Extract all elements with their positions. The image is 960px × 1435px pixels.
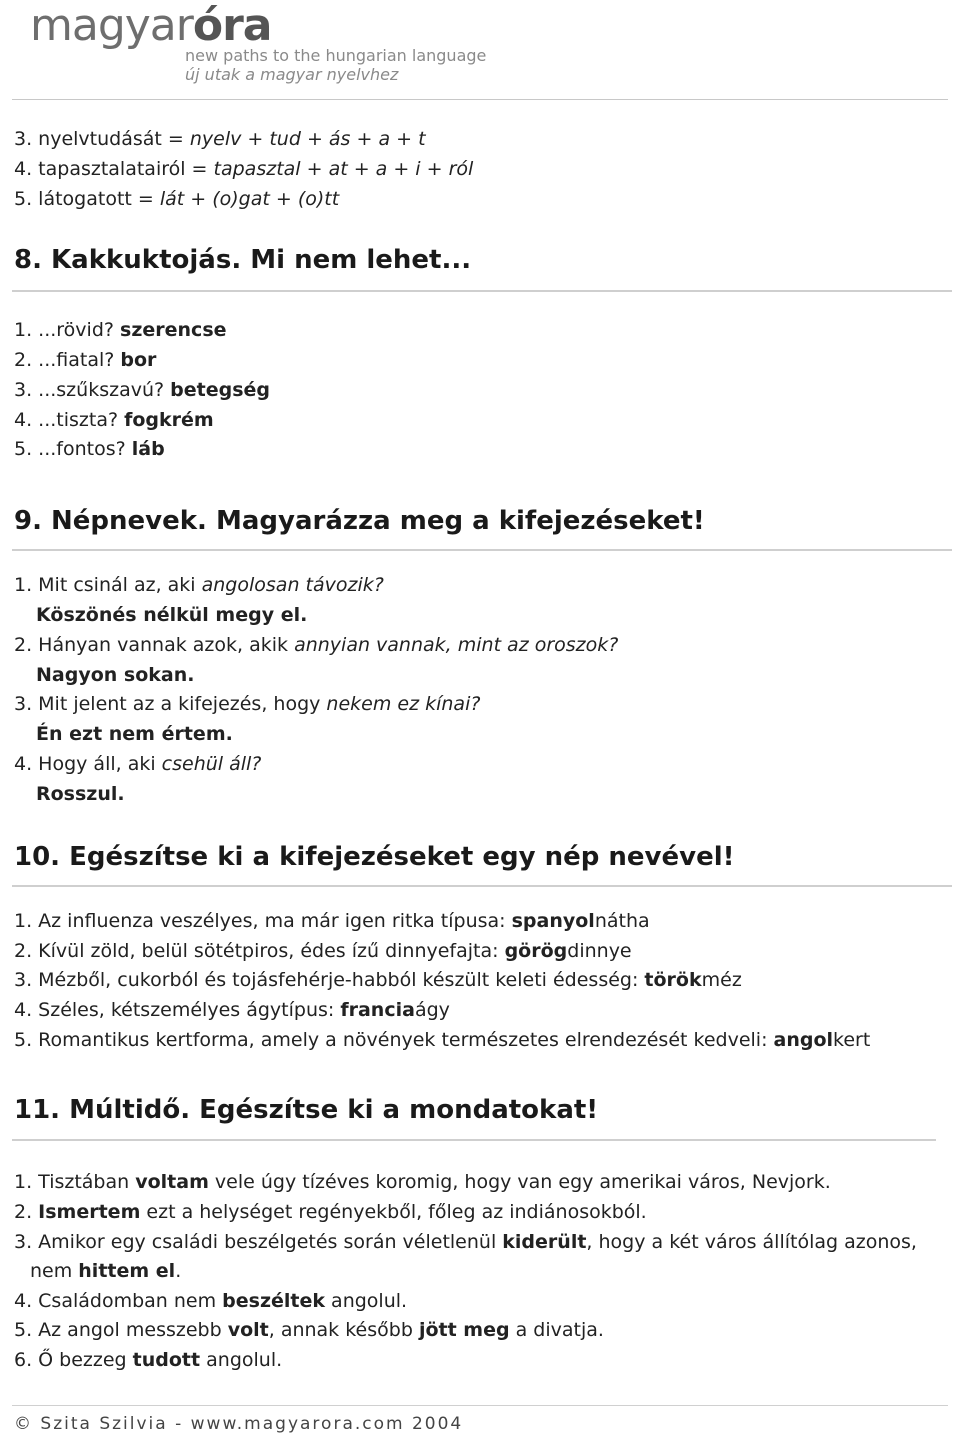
list-item: 5. ...fontos? láb (14, 438, 165, 460)
morph-line-5: 5. látogatott = lát + (o)gat + (o)tt (14, 188, 340, 210)
tagline-hungarian: új utak a magyar nyelvhez (185, 65, 399, 84)
list-item: 1. Az influenza veszélyes, ma már igen ritka típusa: spanyolnátha (14, 910, 650, 932)
section-10-title: 10. Egészítse ki a kifejezéseket egy nép nevével! (14, 842, 735, 872)
tagline-english: new paths to the hungarian language (185, 46, 487, 65)
answer-3: Én ezt nem értem. (36, 723, 233, 745)
section-9-title: 9. Népnevek. Magyarázza meg a kifejezéseket! (14, 506, 705, 536)
question-4: 4. Hogy áll, aki csehül áll? (14, 753, 262, 775)
list-item: 3. Mézből, cukorból és tojásfehérje-habból készült keleti édesség: törökméz (14, 969, 742, 991)
footer-divider (12, 1405, 948, 1406)
list-item: 4. ...tiszta? fogkrém (14, 409, 214, 431)
question-3: 3. Mit jelent az a kifejezés, hogy nekem ez kínai? (14, 693, 481, 715)
morph-line-3: 3. nyelvtudását = nyelv + tud + ás + a + t (14, 128, 426, 150)
section-8-title: 8. Kakkuktojás. Mi nem lehet... (14, 245, 472, 275)
footer-copyright: © Szita Szilvia - www.magyarora.com 2004 (14, 1414, 464, 1434)
morph-line-4: 4. tapasztalatairól = tapasztal + at + a + i + ról (14, 158, 474, 180)
question-1: 1. Mit csinál az, aki angolosan távozik? (14, 574, 384, 596)
answer-2: Nagyon sokan. (36, 664, 195, 686)
list-item: 3. ...szűkszavú? betegség (14, 379, 270, 401)
sentence-4: 4. Családomban nem beszéltek angolul. (14, 1290, 408, 1312)
answer-1: Köszönés nélkül megy el. (36, 604, 308, 626)
sentence-1: 1. Tisztában voltam vele úgy tízéves koromig, hogy van egy amerikai város, Nevjork. (14, 1171, 831, 1193)
header-divider (12, 99, 948, 100)
sentence-2: 2. Ismertem ezt a helységet regényekből, főleg az indiánosokból. (14, 1201, 647, 1223)
list-item: 2. Kívül zöld, belül sötétpiros, édes ízű dinnyefajta: görögdinnye (14, 940, 632, 962)
section-11-divider (12, 1139, 936, 1141)
section-9-divider (12, 549, 952, 551)
magyarora-logo: magyaróra (30, 0, 272, 51)
section-10-divider (12, 885, 952, 887)
answer-4: Rosszul. (36, 783, 125, 805)
list-item: 1. ...rövid? szerencse (14, 319, 227, 341)
page-header (0, 0, 960, 100)
list-item: 2. ...fiatal? bor (14, 349, 157, 371)
section-11-title: 11. Múltidő. Egészítse ki a mondatokat! (14, 1095, 599, 1125)
list-item: 5. Romantikus kertforma, amely a növények természetes elrendezését kedveli: angolkert (14, 1029, 871, 1051)
sentence-6: 6. Ő bezzeg tudott angolul. (14, 1349, 283, 1371)
section-8-divider (12, 290, 952, 292)
list-item: 4. Széles, kétszemélyes ágytípus: franciaágy (14, 999, 450, 1021)
sentence-3: 3. Amikor egy családi beszélgetés során véletlenül kiderült, hogy a két város állítólag azonos, (14, 1231, 917, 1253)
question-2: 2. Hányan vannak azok, akik annyian vannak, mint az oroszok? (14, 634, 619, 656)
sentence-3-continued: nem hittem el. (30, 1260, 182, 1282)
sentence-5: 5. Az angol messzebb volt, annak később jött meg a divatja. (14, 1319, 604, 1341)
